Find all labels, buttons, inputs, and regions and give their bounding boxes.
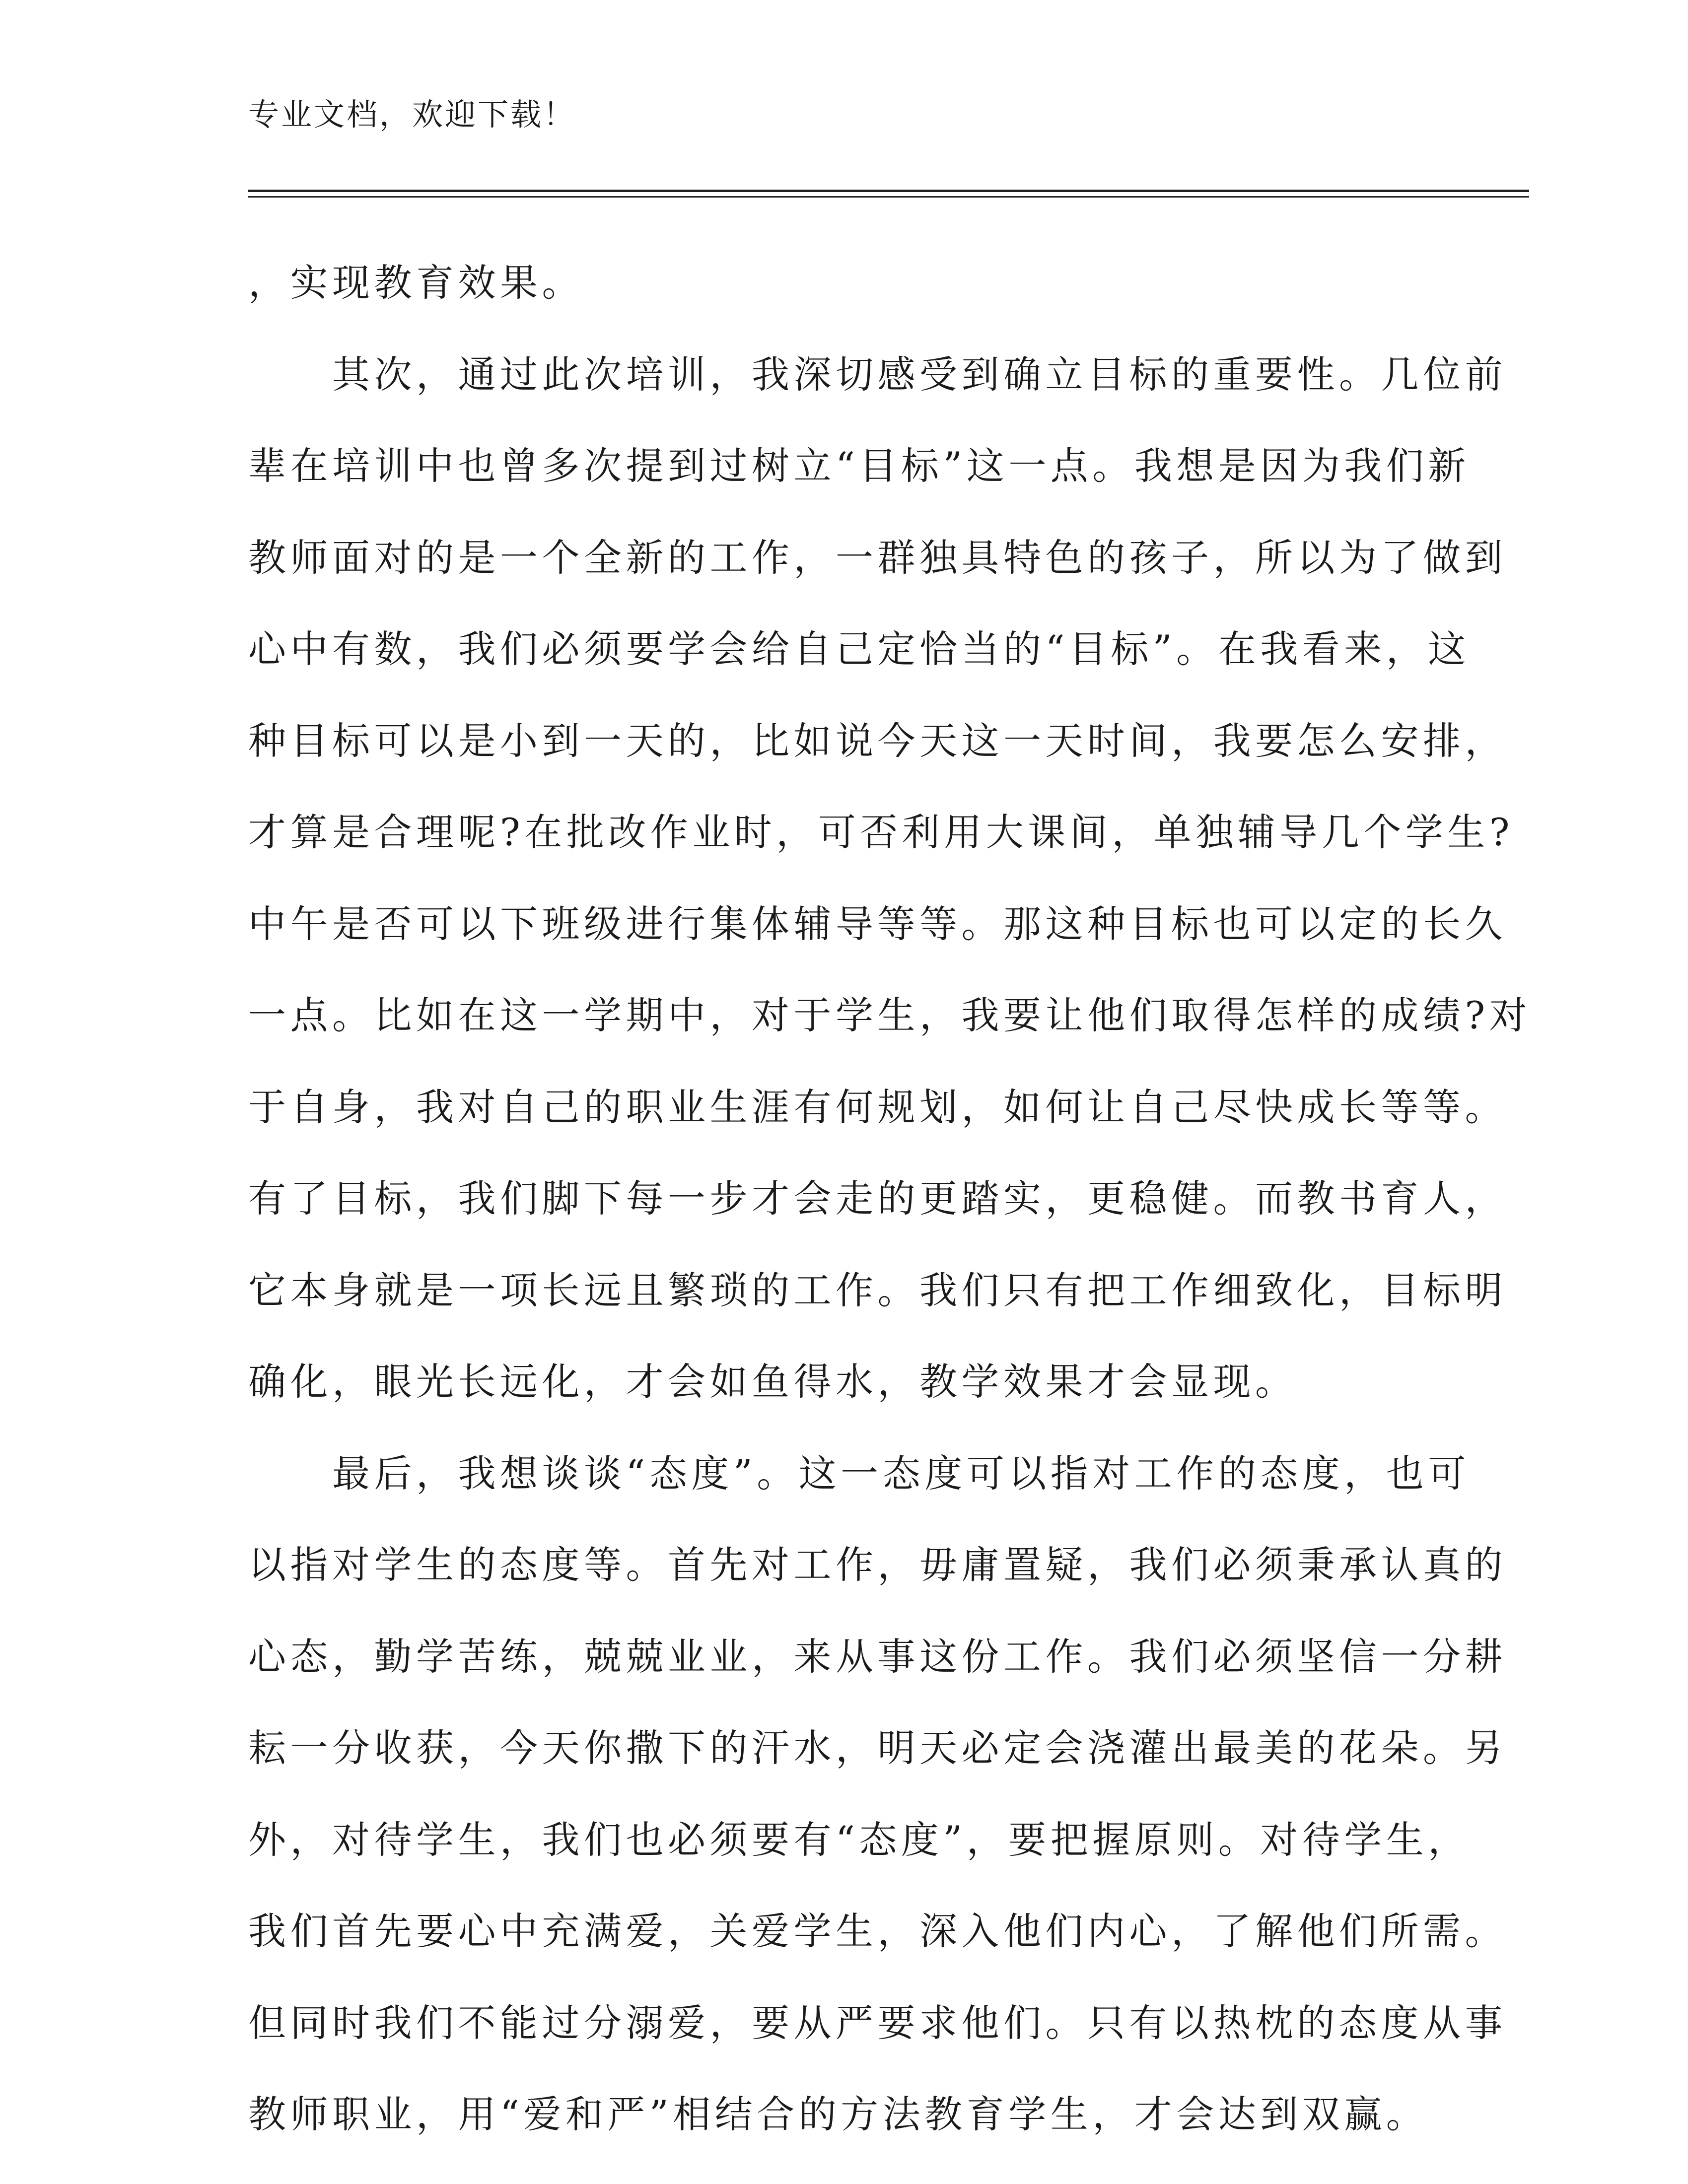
header-divider-thin (248, 196, 1529, 198)
text-line: 外，对待学生，我们也必须要有“态度”，要把握原则。对待学生， (248, 1817, 1470, 1862)
text-line: 有了目标，我们脚下每一步才会走的更踏实，更稳健。而教书育人， (248, 1176, 1507, 1221)
text-line: 才算是合理呢?在批改作业时，可否利用大课间，单独辅导几个学生? (248, 810, 1514, 854)
text-line: 种目标可以是小到一天的，比如说今天这一天时间，我要怎么安排， (248, 718, 1507, 763)
page-header: 专业文档，欢迎下载！ (248, 96, 576, 133)
text-line: 辈在培训中也曾多次提到过树立“目标”这一点。我想是因为我们新 (248, 444, 1470, 488)
header-divider-thick (248, 190, 1529, 192)
text-line: 心中有数，我们必须要学会给自己定恰当的“目标”。在我看来，这 (248, 627, 1470, 671)
text-line: 于自身，我对自己的职业生涯有何规划，如何让自己尽快成长等等。 (248, 1085, 1507, 1129)
text-line: 确化，眼光长远化，才会如鱼得水，教学效果才会显现。 (248, 1360, 1297, 1404)
text-line: 其次，通过此次培训，我深切感受到确立目标的重要性。几位前 (248, 352, 1507, 397)
text-line: 教师面对的是一个全新的工作，一群独具特色的孩子，所以为了做到 (248, 535, 1507, 580)
text-line: 它本身就是一项长远且繁琐的工作。我们只有把工作细致化，目标明 (248, 1268, 1507, 1312)
text-line: 最后，我想谈谈“态度”。这一态度可以指对工作的态度，也可 (248, 1451, 1470, 1496)
text-line: 心态，勤学苦练，兢兢业业，来从事这份工作。我们必须坚信一分耕 (248, 1634, 1507, 1679)
document-body (248, 237, 1532, 2161)
text-line: 中午是否可以下班级进行集体辅导等等。那这种目标也可以定的长久 (248, 901, 1507, 946)
text-line: ，实现教育效果。 (248, 261, 584, 305)
text-line: 以指对学生的态度等。首先对工作，毋庸置疑，我们必须秉承认真的 (248, 1543, 1507, 1587)
text-line: 但同时我们不能过分溺爱，要从严要求他们。只有以热枕的态度从事 (248, 2000, 1507, 2045)
text-line: 教师职业，用“爱和严”相结合的方法教育学生，才会达到双赢。 (248, 2092, 1428, 2136)
text-line: 耘一分收获，今天你撒下的汗水，明天必定会浇灌出最美的花朵。另 (248, 1726, 1507, 1770)
text-line: 我们首先要心中充满爱，关爱学生，深入他们内心，了解他们所需。 (248, 1909, 1507, 1953)
text-line: 一点。比如在这一学期中，对于学生，我要让他们取得怎样的成绩?对 (248, 993, 1532, 1037)
